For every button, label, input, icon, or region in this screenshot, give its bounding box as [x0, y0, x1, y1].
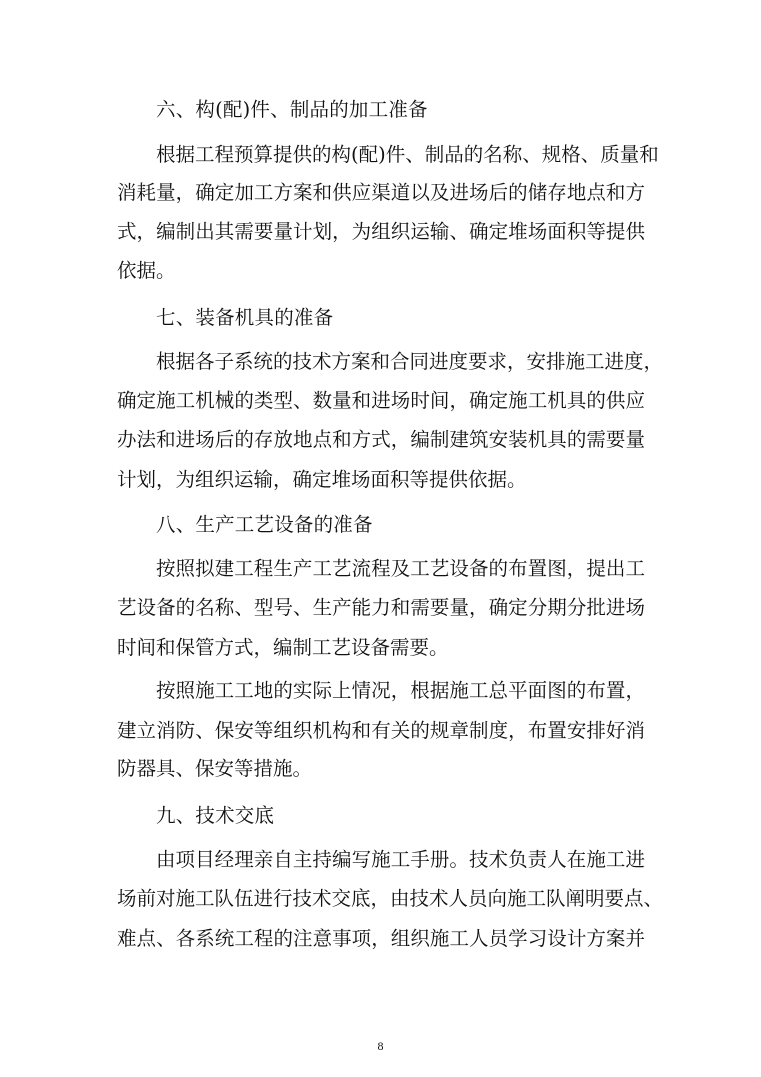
page-number: 8	[377, 1039, 384, 1053]
paragraph-line: 难点、各系统工程的注意事项，组织施工人员学习设计方案并	[117, 927, 645, 950]
section-heading-7: 七、装备机具的准备	[156, 306, 334, 329]
paragraph-line: 按照施工工地的实际上情况，根据施工总平面图的布置，	[156, 679, 645, 702]
paragraph-line: 建立消防、保安等组织机构和有关的规章制度，布置安排好消	[117, 719, 645, 742]
paragraph-line: 场前对施工队伍进行技术交底，由技术人员向施工队阐明要点、	[117, 887, 664, 910]
paragraph-line: 依据。	[117, 259, 176, 282]
paragraph-line: 时间和保管方式，编制工艺设备需要。	[117, 636, 449, 659]
paragraph-line: 计划，为组织运输，确定堆场面积等提供依据。	[117, 468, 527, 491]
section-heading-6: 六、构(配)件、制品的加工准备	[156, 98, 428, 121]
paragraph-line: 根据各子系统的技术方案和合同进度要求，安排施工进度，	[156, 350, 664, 373]
section-heading-9: 九、技术交底	[156, 804, 275, 827]
section-heading-8: 八、生产工艺设备的准备	[156, 513, 373, 536]
paragraph-line: 根据工程预算提供的构(配)件、制品的名称、规格、质量和	[156, 143, 659, 166]
paragraph-line: 办法和进场后的存放地点和方式，编制建筑安装机具的需要量	[117, 428, 645, 451]
paragraph-line: 防器具、保安等措施。	[117, 757, 313, 780]
paragraph-line: 由项目经理亲自主持编写施工手册。技术负责人在施工进	[156, 848, 645, 871]
paragraph-line: 式，编制出其需要量计划，为组织运输、确定堆场面积等提供	[117, 220, 645, 243]
paragraph-line: 艺设备的名称、型号、生产能力和需要量，确定分期分批进场	[117, 596, 645, 619]
paragraph-line: 按照拟建工程生产工艺流程及工艺设备的布置图，提出工	[156, 557, 645, 580]
paragraph-line: 消耗量，确定加工方案和供应渠道以及进场后的储存地点和方	[117, 181, 645, 204]
paragraph-line: 确定施工机械的类型、数量和进场时间，确定施工机具的供应	[117, 389, 645, 412]
